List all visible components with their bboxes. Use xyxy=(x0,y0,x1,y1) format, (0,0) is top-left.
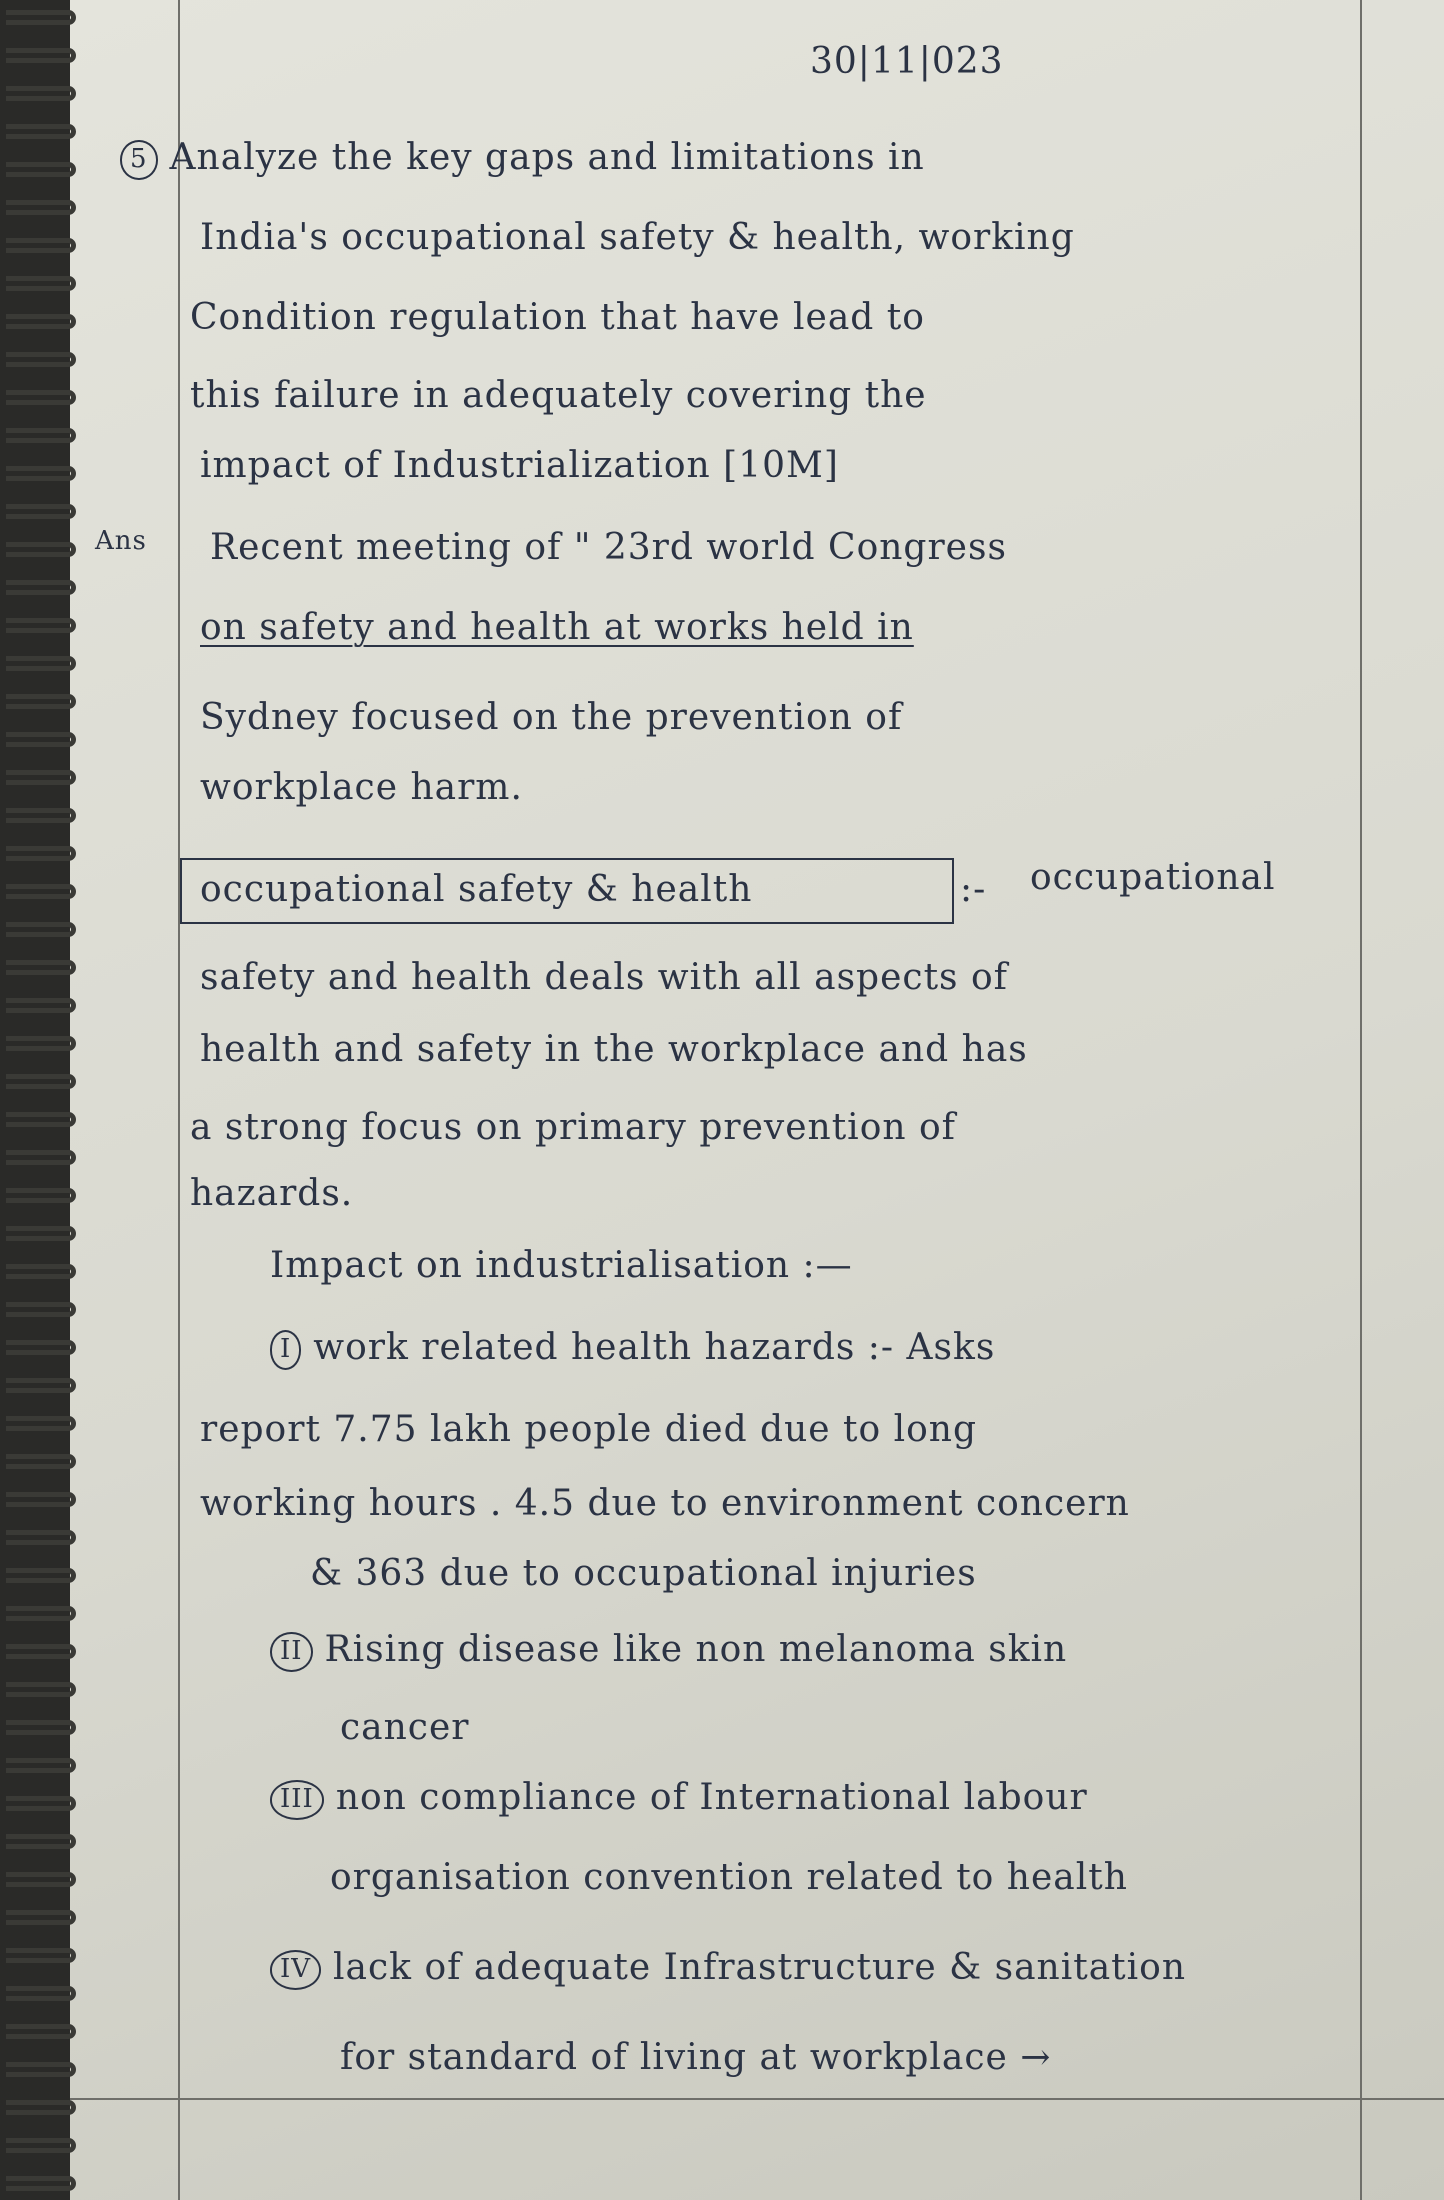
definition-line-1: safety and health deals with all aspects of xyxy=(200,957,1008,998)
question-line-3: Condition regulation that have lead to xyxy=(190,297,925,338)
definition-separator: :- xyxy=(960,869,987,910)
question-line-1: 5 Analyze the key gaps and limitations in xyxy=(120,140,925,180)
impact-heading: Impact on industrialisation :— xyxy=(270,1245,853,1286)
point-number-3: III xyxy=(270,1780,324,1819)
impact-point-4-line-1: IV lack of adequate Infrastructure & sanitation xyxy=(270,1950,1186,1990)
point-number-1: I xyxy=(270,1330,301,1369)
definition-line-2: health and safety in the workplace and has xyxy=(200,1029,1028,1070)
question-line-5: impact of Industrialization [10M] xyxy=(200,445,839,486)
definition-term: occupational safety & health xyxy=(200,869,753,910)
impact-point-1-line-3: working hours . 4.5 due to environment concern xyxy=(200,1483,1130,1524)
impact-point-1-line-2: report 7.75 lakh people died due to long xyxy=(200,1409,978,1450)
question-line-2: India's occupational safety & health, working xyxy=(200,217,1075,258)
impact-point-1-line-4: & 363 due to occupational injuries xyxy=(310,1553,977,1594)
definition-line-4: hazards. xyxy=(190,1173,354,1214)
answer-line-4: workplace harm. xyxy=(200,767,523,808)
date: 30|11|023 xyxy=(810,41,1004,82)
impact-point-1-line-1: I work related health hazards :- Asks xyxy=(270,1330,995,1370)
definition-first-line-tail: occupational xyxy=(1030,857,1276,898)
answer-line-1: Recent meeting of " 23rd world Congress xyxy=(210,527,1007,568)
impact-point-2-line-2: cancer xyxy=(340,1707,470,1748)
impact-point-2-line-1: II Rising disease like non melanoma skin xyxy=(270,1632,1067,1672)
definition-line-3: a strong focus on primary prevention of xyxy=(190,1107,956,1148)
impact-point-3-line-2: organisation convention related to health xyxy=(330,1857,1128,1898)
question-line-4: this failure in adequately covering the xyxy=(190,375,927,416)
answer-line-3: Sydney focused on the prevention of xyxy=(200,697,903,738)
answer-marker: Ans xyxy=(95,526,147,556)
answer-line-2: on safety and health at works held in xyxy=(200,607,914,648)
question-number: 5 xyxy=(120,140,158,179)
impact-point-4-line-2: for standard of living at workplace → xyxy=(340,2037,1052,2078)
point-number-4: IV xyxy=(270,1950,321,1989)
impact-point-3-line-1: III non compliance of International labour xyxy=(270,1780,1088,1820)
point-number-2: II xyxy=(270,1632,313,1671)
